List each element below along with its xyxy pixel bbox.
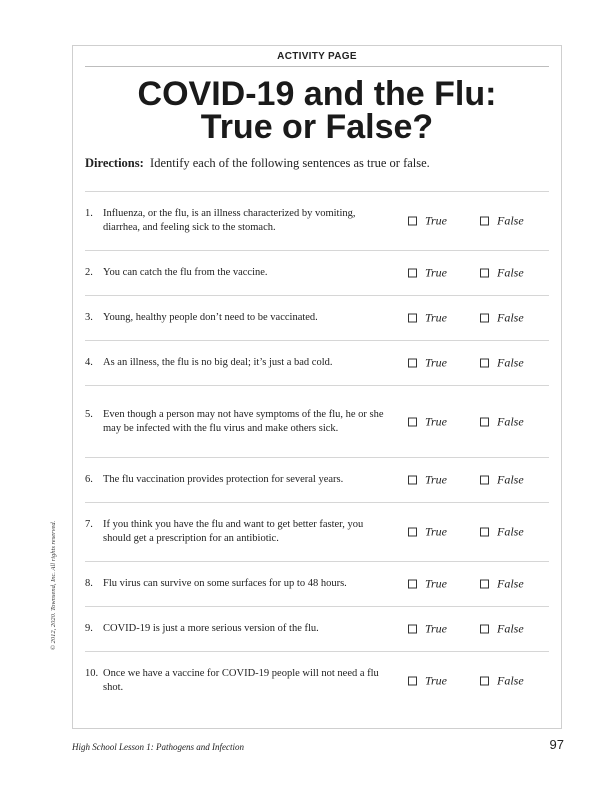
question-statement: COVID-19 is just a more serious version of the flu. <box>103 623 319 634</box>
question-number: 7. <box>85 519 93 530</box>
true-option[interactable] <box>408 577 447 592</box>
question-row <box>85 502 549 561</box>
true-label: True <box>425 414 448 428</box>
true-option[interactable] <box>408 622 447 637</box>
false-checkbox[interactable] <box>480 677 489 686</box>
false-checkbox[interactable] <box>480 314 489 323</box>
false-checkbox[interactable] <box>480 269 489 278</box>
question-text <box>85 356 385 370</box>
true-checkbox[interactable] <box>408 269 417 278</box>
false-label: False <box>497 576 524 591</box>
question-text <box>85 577 385 591</box>
activity-page <box>72 45 562 729</box>
question-statement: Young, healthy people don’t need to be vaccinated. <box>103 312 318 323</box>
lesson-footer: High School Lesson 1: Pathogens and Infection <box>72 742 244 752</box>
title-line-1: COVID-19 and the Flu: <box>137 75 497 113</box>
false-option[interactable] <box>480 356 524 371</box>
question-text <box>85 667 385 695</box>
false-label: False <box>497 310 524 325</box>
true-option[interactable] <box>408 266 447 281</box>
false-option[interactable] <box>480 473 524 488</box>
true-label: True <box>425 213 448 228</box>
true-option[interactable] <box>408 674 447 689</box>
true-label: True <box>425 524 448 539</box>
question-row <box>85 651 549 710</box>
false-checkbox[interactable] <box>480 417 489 426</box>
question-row <box>85 606 549 651</box>
true-label: True <box>425 355 448 370</box>
false-label: False <box>497 524 524 539</box>
false-checkbox[interactable] <box>480 580 489 589</box>
question-statement: The flu vaccination provides protection for several years. <box>103 474 344 485</box>
question-text <box>85 408 385 436</box>
false-option[interactable] <box>480 311 524 326</box>
question-row <box>85 385 549 457</box>
false-label: False <box>497 673 524 688</box>
question-number: 10. <box>85 668 99 679</box>
false-label: False <box>497 355 524 370</box>
true-checkbox[interactable] <box>408 217 417 226</box>
header-divider <box>85 66 549 67</box>
true-checkbox[interactable] <box>408 580 417 589</box>
question-text <box>85 518 385 546</box>
question-row <box>85 561 549 606</box>
question-statement: Influenza, or the flu, is an illness characterized by vomiting, diarrhea, and feeling sick to the stomach. <box>103 208 356 233</box>
question-number: 6. <box>85 474 93 485</box>
question-text <box>85 207 385 235</box>
question-statement: As an illness, the flu is no big deal; it’s just a bad cold. <box>103 357 333 368</box>
true-option[interactable] <box>408 356 447 371</box>
question-row <box>85 457 549 502</box>
question-number: 3. <box>85 312 93 323</box>
false-label: False <box>497 414 524 428</box>
true-checkbox[interactable] <box>408 476 417 485</box>
true-checkbox[interactable] <box>408 625 417 634</box>
copyright-notice: © 2012, 2020. Townsend, Inc. All rights reserved. <box>50 520 57 650</box>
false-checkbox[interactable] <box>480 625 489 634</box>
true-option[interactable] <box>408 473 447 488</box>
true-checkbox[interactable] <box>408 677 417 686</box>
true-option[interactable] <box>408 214 447 229</box>
true-label: True <box>425 673 448 688</box>
question-statement: Once we have a vaccine for COVID-19 people will not need a flu shot. <box>103 668 379 693</box>
false-option[interactable] <box>480 674 524 689</box>
false-checkbox[interactable] <box>480 359 489 368</box>
false-checkbox[interactable] <box>480 528 489 537</box>
false-label: False <box>497 621 524 636</box>
directions <box>85 156 549 171</box>
false-option[interactable] <box>480 414 524 429</box>
question-number: 2. <box>85 267 93 278</box>
false-option[interactable] <box>480 266 524 281</box>
true-label: True <box>425 472 448 487</box>
false-label: False <box>497 472 524 487</box>
true-label: True <box>425 265 448 280</box>
question-text <box>85 622 385 636</box>
question-text <box>85 311 385 325</box>
false-checkbox[interactable] <box>480 217 489 226</box>
false-option[interactable] <box>480 525 524 540</box>
false-option[interactable] <box>480 577 524 592</box>
true-checkbox[interactable] <box>408 528 417 537</box>
question-statement: If you think you have the flu and want to get better faster, you should get a prescription for an antibiotic. <box>103 519 364 544</box>
question-statement: You can catch the flu from the vaccine. <box>103 267 268 278</box>
false-option[interactable] <box>480 214 524 229</box>
true-label: True <box>425 621 448 636</box>
directions-label: Directions: <box>85 156 144 170</box>
page-number: 97 <box>549 737 564 752</box>
activity-label: ACTIVITY PAGE <box>277 51 357 62</box>
title-line-2: True or False? <box>200 108 434 146</box>
question-number: 5. <box>85 408 93 420</box>
question-statement: Flu virus can survive on some surfaces for up to 48 hours. <box>103 578 347 589</box>
true-checkbox[interactable] <box>408 314 417 323</box>
question-statement: Even though a person may not have symptoms of the flu, he or she may be infected with the flu virus and make others sick. <box>103 408 384 434</box>
question-number: 4. <box>85 357 93 368</box>
true-checkbox[interactable] <box>408 359 417 368</box>
directions-text: Identify each of the following sentences as true or false. <box>150 156 430 170</box>
question-number: 1. <box>85 208 93 219</box>
question-number: 9. <box>85 623 93 634</box>
question-number: 8. <box>85 578 93 589</box>
question-row <box>85 295 549 340</box>
question-list <box>85 191 549 710</box>
true-label: True <box>425 310 448 325</box>
page-title <box>73 75 561 146</box>
question-row <box>85 250 549 295</box>
question-row <box>85 191 549 250</box>
true-label: True <box>425 576 448 591</box>
false-label: False <box>497 265 524 280</box>
question-text <box>85 473 385 487</box>
false-label: False <box>497 213 524 228</box>
false-option[interactable] <box>480 622 524 637</box>
false-checkbox[interactable] <box>480 476 489 485</box>
true-option[interactable] <box>408 525 447 540</box>
true-option[interactable] <box>408 414 447 429</box>
true-option[interactable] <box>408 311 447 326</box>
true-checkbox[interactable] <box>408 417 417 426</box>
question-text <box>85 266 385 280</box>
question-row <box>85 340 549 385</box>
